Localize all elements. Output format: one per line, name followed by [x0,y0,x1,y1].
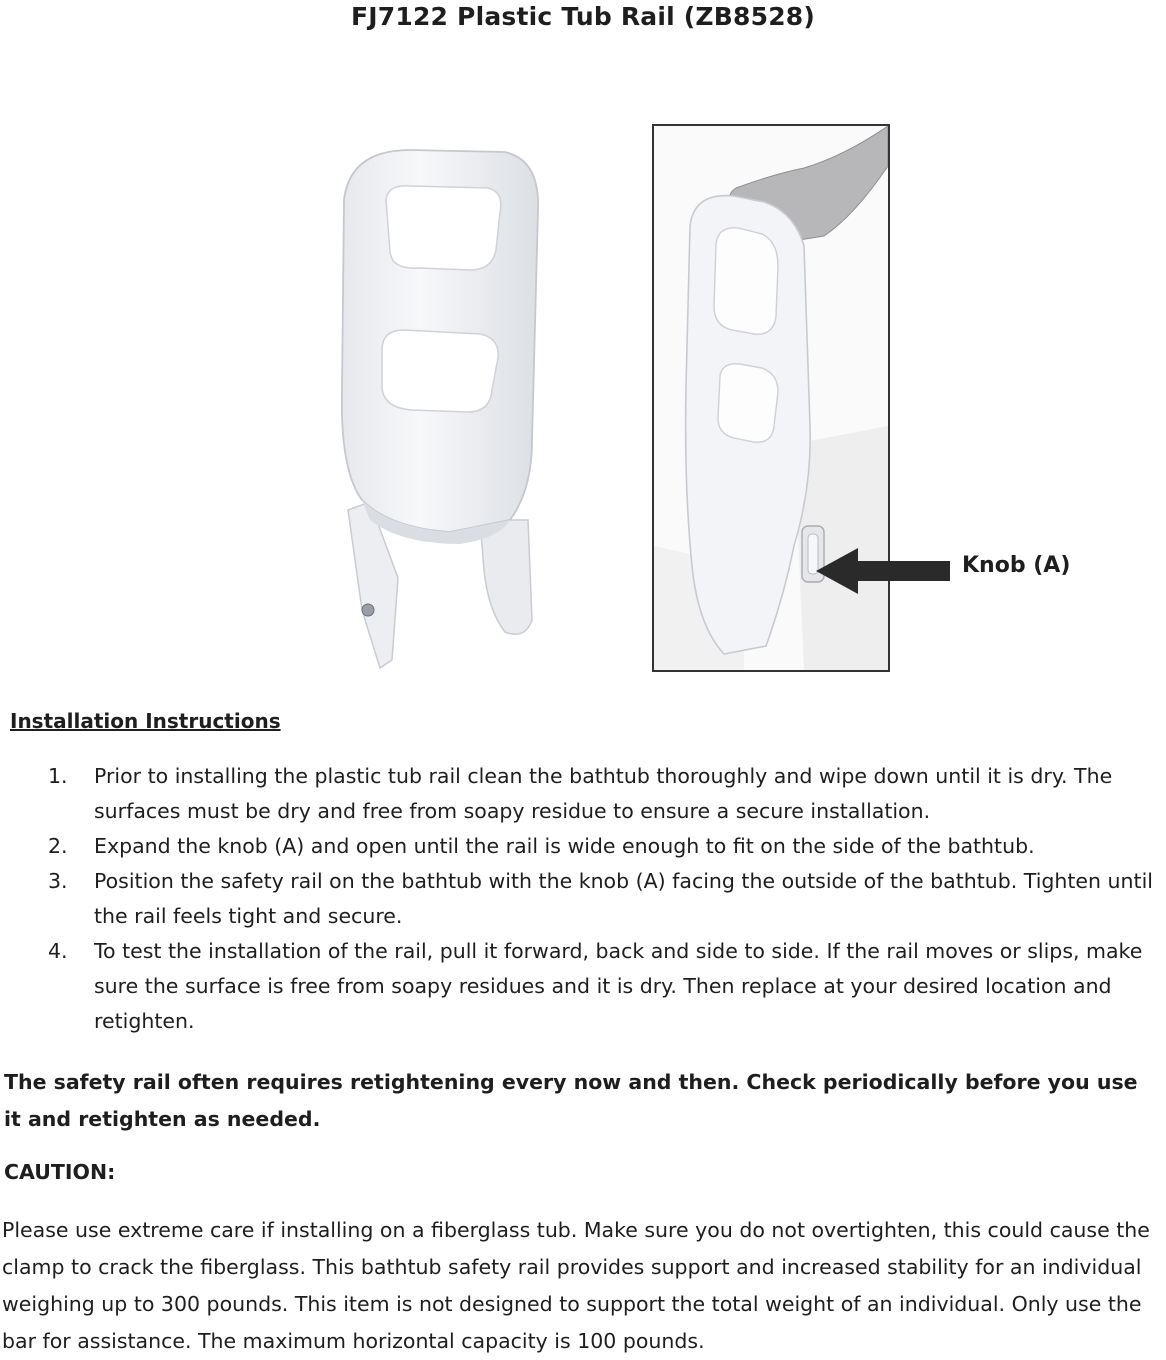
step-item [48,759,1158,829]
caution-paragraph: Please use extreme care if installing on a fiberglass tub. Make sure you do not overtighten, this could cause the clamp to crack the fiberglass. This bathtub safety rail provides support and increased stability for an individual weighing up to 300 pounds. This item is not designed to support the total weight of an individual. Only use the bar for assistance. The maximum horizontal capacity is 100 pounds. [2,1218,1150,1353]
knob-callout-arrow [816,546,956,596]
knob-label: Knob (A) [962,553,1071,578]
step-item [48,864,1158,934]
step-text: Position the safety rail on the bathtub with the knob (A) facing the outside of the bathtub. Tighten until the rail feels tight and secure. [94,869,1153,928]
installation-steps [48,759,1158,1039]
step-number: 3. [48,869,68,893]
step-number: 2. [48,834,68,858]
tub-rail-illustration [300,140,580,675]
installation-heading: Installation Instructions [10,709,281,733]
document-title: FJ7122 Plastic Tub Rail (ZB8528) [350,2,816,31]
step-item [48,934,1158,1039]
step-text: Expand the knob (A) and open until the rail is wide enough to fit on the side of the bathtub. [94,834,1035,858]
caution-heading: CAUTION: [4,1160,116,1184]
step-number: 4. [48,939,68,963]
retighten-note: The safety rail often requires retightening every now and then. Check periodically before you use it and retighten as needed. [4,1070,1138,1131]
step-number: 1. [48,764,68,788]
step-item [48,829,1158,864]
step-text: To test the installation of the rail, pull it forward, back and side to side. If the rail moves or slips, make sure the surface is free from soapy residues and it is dry. Then replace at your desired location and retighten. [94,939,1143,1033]
step-text: Prior to installing the plastic tub rail clean the bathtub thoroughly and wipe down until it is dry. The surfaces must be dry and free from soapy residue to ensure a secure installation. [94,764,1113,823]
